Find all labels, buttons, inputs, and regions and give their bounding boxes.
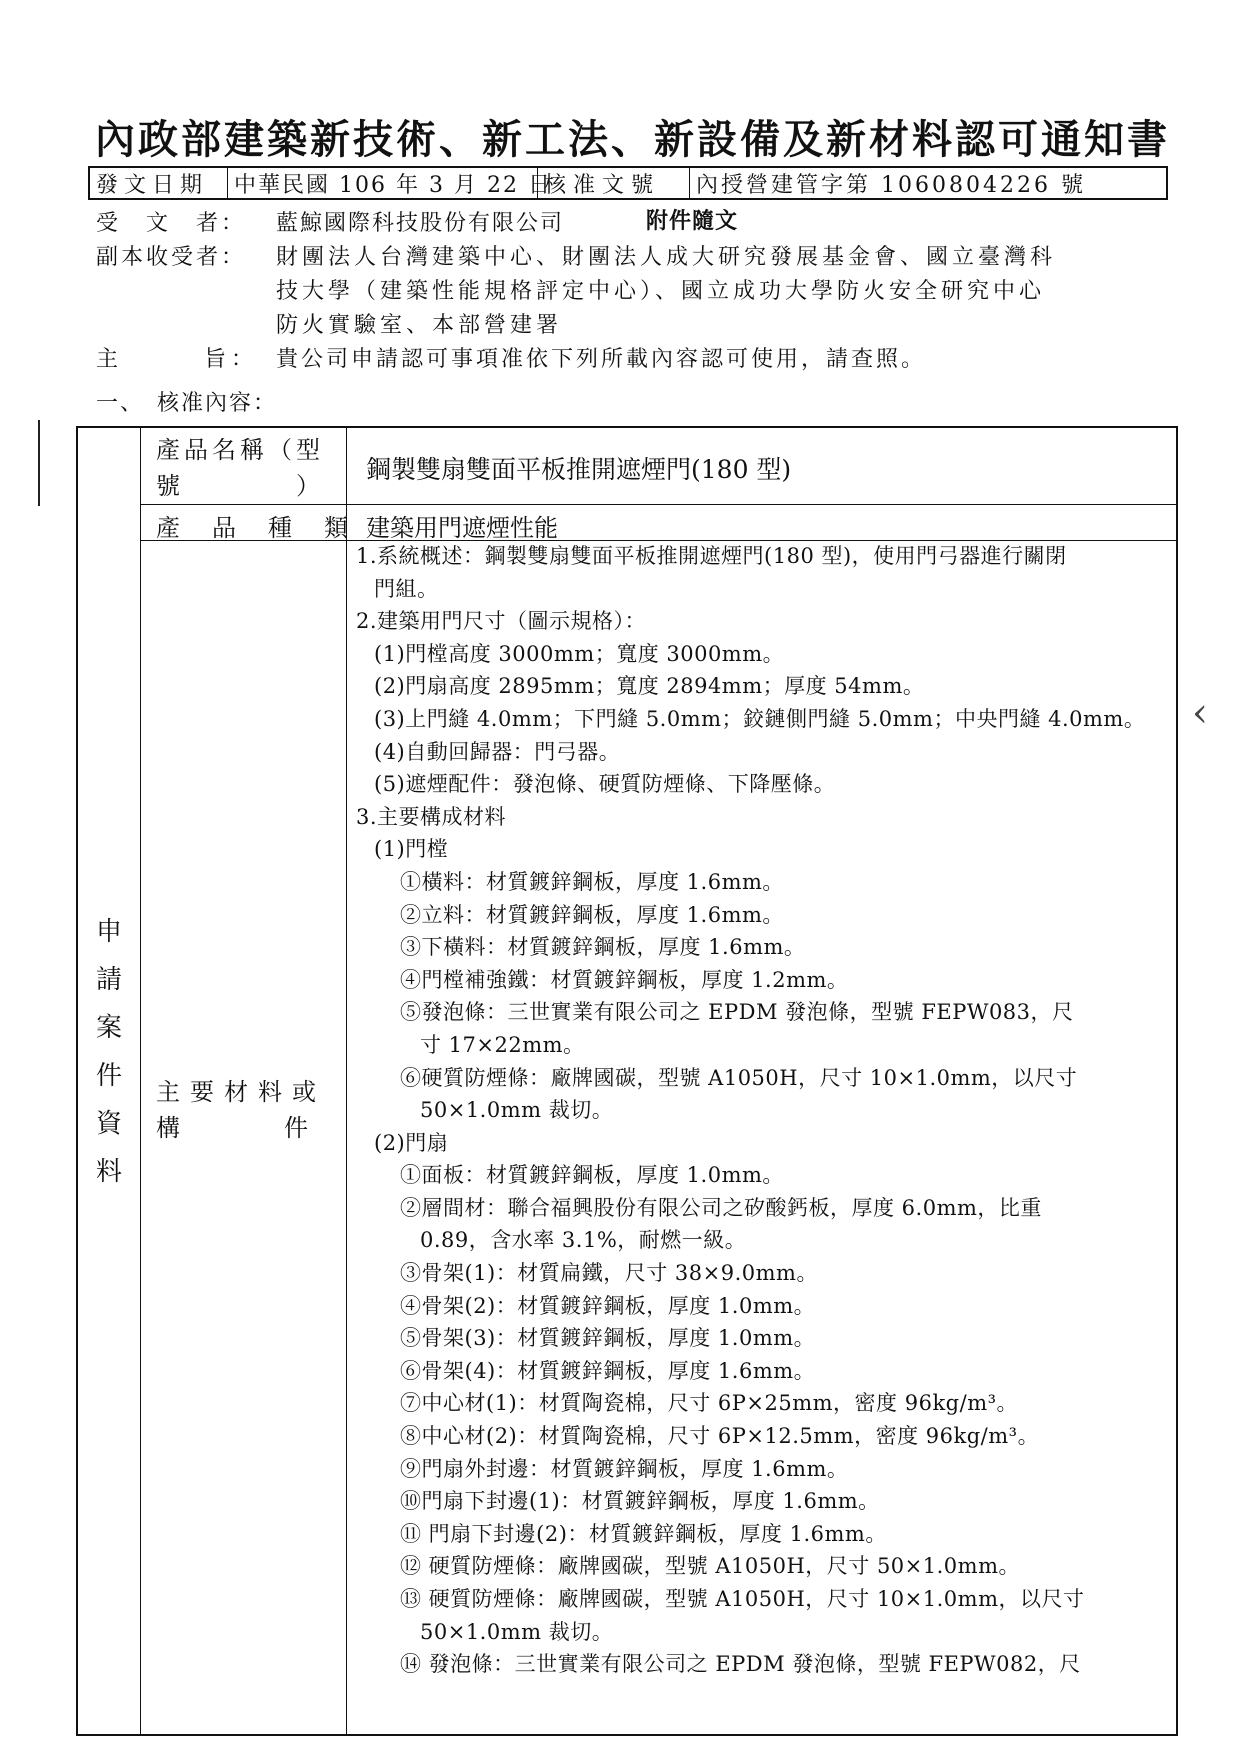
content-line: ②層間材：聯合福興股份有限公司之矽酸鈣板，厚度 6.0mm，比重 [400, 1195, 1042, 1220]
materials-label: 構 件 [156, 1114, 316, 1142]
binding-mark [38, 420, 40, 506]
copies-line: 財團法人台灣建築中心、財團法人成大研究發展基金會、國立臺灣科 [276, 245, 1057, 270]
content-line: ⑨門扇外封邊：材質鍍鋅鋼板，厚度 1.6mm。 [400, 1456, 849, 1481]
document-info-bar [88, 166, 1168, 200]
product-type-label: 產 品 種 類 [156, 514, 352, 542]
side-label-char: 案 [95, 1013, 122, 1043]
copies-line: 技大學（建築性能規格評定中心）、國立成功大學防火安全研究中心 [276, 279, 1046, 304]
side-label-char: 資 [95, 1109, 122, 1139]
content-line: ①面板：材質鍍鋅鋼板，厚度 1.0mm。 [400, 1163, 784, 1188]
side-label-char: 件 [95, 1061, 122, 1091]
product-name: 鋼製雙扇雙面平板推開遮煙門(180 型) [366, 455, 792, 484]
content-line: (3)上門縫 4.0mm；下門縫 5.0mm；鉸鏈側門縫 5.0mm；中央門縫 4.0mm。 [374, 706, 1146, 731]
content-line: (5)遮煙配件：發泡條、硬質防煙條、下降壓條。 [374, 772, 836, 797]
content-line: ⑤發泡條：三世實業有限公司之 EPDM 發泡條，型號 FEPW083，尺 [400, 1000, 1074, 1025]
content-line: 50×1.0mm 裁切。 [420, 1619, 614, 1644]
attachment-note: 附件隨文 [646, 208, 739, 234]
content-line: ④骨架(2)：材質鍍鋅鋼板，厚度 1.0mm。 [400, 1293, 816, 1318]
subject-label: 主 旨： [96, 347, 259, 372]
content-line: ⑥骨架(4)：材質鍍鋅鋼板，厚度 1.6mm。 [400, 1358, 816, 1383]
content-line: 門組。 [374, 576, 439, 601]
content-line: 50×1.0mm 裁切。 [420, 1098, 614, 1123]
document-title: 內政部建築新技術、新工法、新設備及新材料認可通知書 [95, 116, 1170, 163]
subject-value: 貴公司申請認可事項准依下列所載內容認可使用，請查照。 [276, 347, 927, 372]
table-divider [346, 428, 347, 1734]
date-label: 發文日期 [90, 168, 228, 198]
materials-label: 主要材料或 [156, 1078, 326, 1106]
content-line: ⑬ 硬質防煙條：廠牌國碳，型號 A1050H，尺寸 10×1.0mm，以尺寸 [400, 1587, 1085, 1611]
content-line: ⑪ 門扇下封邊(2)：材質鍍鋅鋼板，厚度 1.6mm。 [400, 1521, 887, 1546]
content-line: ②立料：材質鍍鋅鋼板，厚度 1.6mm。 [400, 902, 784, 927]
content-line: ⑭ 發泡條：三世實業有限公司之 EPDM 發泡條，型號 FEPW082，尺 [400, 1652, 1081, 1677]
reference-value: 內授營建管字第 1060804226 號 [696, 172, 1086, 198]
content-line: ④門樘補強鐵：材質鍍鋅鋼板，厚度 1.2mm。 [400, 967, 849, 992]
content-line: ①橫料：材質鍍鋅鋼板，厚度 1.6mm。 [400, 869, 784, 894]
content-line: ⑤骨架(3)：材質鍍鋅鋼板，厚度 1.0mm。 [400, 1326, 816, 1351]
content-line: ⑩門扇下封邊(1)：材質鍍鋅鋼板，厚度 1.6mm。 [400, 1489, 880, 1514]
content-line: ⑫ 硬質防煙條：廠牌國碳，型號 A1050H，尺寸 50×1.0mm。 [400, 1554, 1020, 1579]
chevron-left-icon: ‹ [1192, 690, 1208, 736]
content-line: 寸 17×22mm。 [420, 1032, 585, 1057]
side-label [78, 908, 140, 1196]
product-name-label: 產品名稱（型 [156, 436, 324, 464]
content-line: ③骨架(1)：材質扁鐵，尺寸 38×9.0mm。 [400, 1261, 818, 1286]
date-value: 中華民國 106 年 3 月 22 日 [228, 168, 538, 198]
content-line: (1)門樘高度 3000mm；寬度 3000mm。 [374, 641, 785, 666]
recipient-value: 藍鯨國際科技股份有限公司 [276, 211, 565, 236]
side-label-char: 請 [95, 965, 122, 995]
content-line: 3.主要構成材料 [356, 804, 507, 829]
product-type: 建築用門遮煙性能 [366, 514, 558, 542]
side-label-char: 申 [95, 917, 122, 947]
approval-table [76, 426, 1178, 1736]
copies-line: 防火實驗室、本部營建署 [276, 313, 563, 338]
content-line: (2)門扇高度 2895mm；寬度 2894mm；厚度 54mm。 [374, 674, 925, 699]
table-divider [140, 504, 1176, 505]
reference-label: 核准文號 [538, 168, 690, 198]
product-name-label: 號 ） [156, 472, 324, 500]
content-line: 0.89，含水率 3.1%，耐燃一級。 [420, 1228, 747, 1253]
recipient-label: 受 文 者： [96, 211, 247, 236]
materials-content [356, 540, 1166, 1681]
content-line: 2.建築用門尺寸（圖示規格）： [356, 609, 647, 634]
content-line: ③下橫料：材質鍍鋅鋼板，厚度 1.6mm。 [400, 935, 806, 960]
side-label-char: 料 [95, 1157, 122, 1187]
section-heading: 一、 核准內容： [96, 391, 278, 416]
content-line: 1.系統概述：鋼製雙扇雙面平板推開遮煙門(180 型)，使用門弓器進行關閉 [356, 544, 1067, 568]
content-line: (4)自動回歸器：門弓器。 [374, 739, 621, 764]
content-line: (2)門扇 [374, 1130, 449, 1155]
content-line: ⑦中心材(1)：材質陶瓷棉，尺寸 6P×25mm，密度 96kg/m³。 [400, 1391, 1019, 1416]
content-line: ⑧中心材(2)：材質陶瓷棉，尺寸 6P×12.5mm，密度 96kg/m³。 [400, 1424, 1040, 1449]
content-line: (1)門樘 [374, 837, 449, 862]
table-divider [140, 428, 141, 1734]
copies-label: 副本收受者： [96, 245, 247, 270]
content-line: ⑥硬質防煙條：廠牌國碳，型號 A1050H，尺寸 10×1.0mm，以尺寸 [400, 1065, 1078, 1090]
